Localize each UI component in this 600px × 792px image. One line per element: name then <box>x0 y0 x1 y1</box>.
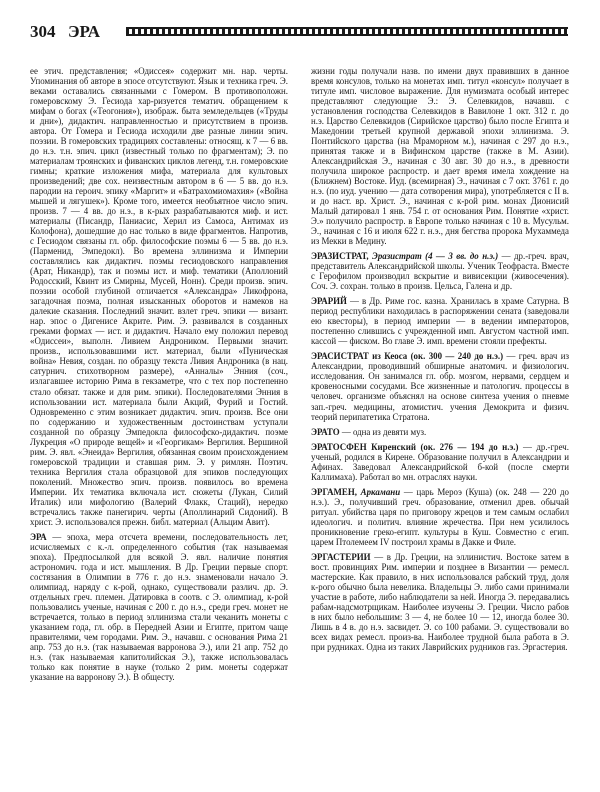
right-column <box>311 66 569 781</box>
page-number: 304 <box>30 22 56 41</box>
entry-body: — одна из девяти муз. <box>339 426 427 437</box>
running-head: ЭРА <box>68 22 101 41</box>
entry-body: — в Др. Риме гос. казна. Хранилась в храме Сатурна. В период республики находилась в распоряжении сената (заведовали ею квесторы), в период империи — в ведении императоров, постепенно слившись с учрежденной имп. Августом частной имп. кассой — фиском. Во главе Э. имп. времени стояли префекты. <box>311 296 569 347</box>
entry-headword: ЭРА <box>30 531 47 542</box>
entry-headword-variant: Эразистрат (4 — 3 вв. до н.э.) <box>368 251 499 262</box>
entry-body: — др.-греч. ученый, родился в Кирене. Образование получил в Александрии и Афинах. Заведовал Александрийской б-кой (после смерти Каллимаха). Работал во мн. отраслях науки. <box>311 441 569 482</box>
entry-headword: ЭРАРИЙ <box>311 296 347 307</box>
entry-body: — греч. врач из Александрии, проводивший обширные анатомич. и физиологич. исследования. Он занимался гл. обр. мозгом, нервами, сердцем и кровеносными сосудами. Все жизненные и патологич. процессы в человеч. организме объяснял на основе синтеза учения о пневме зап.-греч. медицины, атомистич. учения Демокрита и физич. теорий перипатетика Стратона. <box>311 351 569 422</box>
entry-ergamen <box>311 487 569 547</box>
entry-body: — в Др. Греции, на эллинистич. Востоке затем в вост. провинциях Рим. империи и позднее в Византии — ремесл. мастерские. Как правило, в них использовался рабский труд, доля к-рого обычно была невелика. Владельцы Э. либо сами принимали участие в работе, либо наблюдатели за ней. Иногда Э. передавались рабам-надсмотрщикам. Наиболее изучены Э. Греции. Число рабов в них было небольшим: 3 — 4, не более 10 — 12, иногда более 30. Лишь в 4 в. до н.э. засвидет. Э. со 100 рабами. Э. существовали во всех видах ремесл. произ-ва. Наиболее трудной была работа в Э. при рудниках. Одна из таких Лаврийских рудников газ. Эргастерия. <box>311 551 569 652</box>
entry-headword: ЭРГАМЕН, <box>311 486 357 497</box>
entry-headword: ЭРАТОСФЕН Киренский (ок. 276 — 194 до н.э.) <box>311 441 519 452</box>
entry-erasistrat <box>311 351 569 421</box>
header-ornament <box>126 27 568 36</box>
entry-erarii <box>311 296 569 346</box>
page-header <box>30 22 568 44</box>
entry-erato <box>311 427 569 437</box>
entry-body: — эпоха, мера отсчета времени, последовательность лет, исчисляемых с к.-л. определенного события (так называемая эпоха). Предпосылкой для всякой Э. явл. наличие понятия астрономич. года и ист. мышления. В Др. Греции первые спорт. состязания в Олимпии в 776 г. до н.э. знаменовали начало Э. олимпиад, наряду с к-рой, однако, существовали различ. др. Э. отдельных греч. племен. Датировка в соотв. с Э. олимпиад, к-рой пользовались ученые, начиная с 200 г. до н.э., среди греч. монет не встречается, только в период эллинизма стали чеканить монеты с указанием года, гл. обр. в Передней Азии и Египте, притом чаще правителями, чем городами. Рим. Э., начавш. с основания Рима 21 апр. 753 до н.э. (так называемая варронова Э.), или 21 апр. 752 до н.э. (так называемая капитолийская Э.), также использовалась только как понятие в науке (только 2 рим. монеты содержат указание на варронову Э.). В общесту. <box>30 531 288 682</box>
entry-headword: ЭРАЗИСТРАТ, <box>311 251 369 262</box>
era-article-continuation: жизни годы получали назв. по имени двух правивших в данное время консулов, только на монетах имп. титул «консул» получает в титуле имп. числовое выражение. Для нумизмата особый интерес представляют следующие Э.: Э. Селевкидов, начавш. с установления господства Селевкидов в Вавилоне 1 окт. 312 г. до н.э. Царство Селевкидов (Сирийское царство) было после Египта и Македонии третьей крупной державой эпохи эллинизма. Э. Понтийского царства (на Мраморном м.), начиная с 297 до н.э., принятая также и в Вифинском царстве (также в М. Азии). Александрийская Э., начиная с 30 авг. 30 до н.э., в древности получила широкое распростр. и дает время имела хождение на (Ближнем) Востоке. Иуд. (всемирная) Э., начиная с 7 окт. 3761 г. до н.э. (по иуд. учению — дата сотворения мира), употребляется с II в. и до наст. вр. Христ. Э., начиная с к-рой рим. монах Дионисий Малый датировал 1 янв. 754 г. от основания Рим. Понятие «христ. Э.» получило распростр. в Европе только начиная с 10 в. Мусульм. Э., начиная с 16 и июля 622 г. н.э., дня бегства пророка Мухаммеда из Мекки в Медину. <box>311 66 569 247</box>
entry-headword: ЭРГАСТЕРИИ <box>311 551 371 562</box>
epic-article-continuation: ее этич. представления; «Одиссея» содержит мн. нар. черты. Упоминания об авторе в эпосе отсутствуют. Язык и техника греч. Э. веками оставались связанными с Гомером. В противоположн. гомеровскому Э. Гесиода хар-ризуется тематич. обращением к мифам о богах («Теогония»), изображ. быта земледельцев («Труды и дни»), дидактич. направленностью и присутствием в произв. автора. От Гомера и Гесиода исходили две разные линии эпич. поэзии. В гомеровских традициях составлены: относящ. к 7 — 6 вв. до н.э. т.н. эпич. цикл (известный только по фрагментам); Э. по материалам троянских и фиванских циклов легенд, т.н. гомеровские гимны; краткие изложения мифа, материала для культовых произведений; две сох. неизвестным автором в 6 — 5 вв. до н.э. пародии на героич. эпику «Маргит» и «Батрахомиомахия» («Война мышей и лягушек»). Кроме того, имеется необъятное число эпич. произв. 7 — 4 вв. до н.э., в к-рых разрабатываются миф. и ист. материалы (Писандр, Паниасис, Херил из Самоса, Антимах из Колофона), дошедшие до нас только в виде фрагментов. Напротив, с Гесиодом связаны гл. обр. философские поэмы 6 — 5 вв. до н.э. (Парменид, Эмпедокл). Во времена эллинизма и Империи составлялись как дидактич. поэмы гесиодовского направления (Арат, Никандр), так и поэмы ист. и миф. тематики (Аполлоний Родосский, Квинт из Смирны, Мусей, Нонн). Среди произв. эпич. поэзии особой глубиной отличается «Александра» Ликофрона, загадочная поэма, полная изысканных оборотов и намеков на далекие сказания. Последний значит. взлет греч. эпики — визант. нар. эпос о Дигенисе Акрите. Рим. Э. развивался в созданных греками формах — ист. и дидактич. Начало ему положил перевод «Одиссеи», выполн. Ливием Андроником. Первыми значит. произв., использовавшими ист. материал, были «Пуническая война» Невия, создан. по образцу текста Ливия Андроника (в нац. сатурнич. стихотворном размере), «Анналы» Энния (соч., излагавшее историю Рима в гекзаметре, что с тех пор постепенно стало обязат. также и для рим. эпики). Последователями Энния в использовании ист. материала были Акций, Фурий и Гостий. Одновременно с этим возникает дидактич. эпич. произв. Все они по содержанию и художественным достоинствам уступали созданной по образцу Эмпедокла философско-дидактич. поэме Лукреция «О природе вещей» и «Георгикам» Вергилия. Вершиной рим. Э. явл. «Энеида» Вергилия, обязанная своим происхождением гомеровской традиции и ставшая рим. Э. у римлян. Поэтич. техника Вергилия стала образцовой для эпиков последующих поколений. Множество эпич. произв. появилось во времена Империи. Их тематика включала ист. сюжеты (Лукан, Силий Италик) или мифологию (Валерий Флакк, Стаций), нередко встречались также панегирич. черты (Аполлинарий Сидоний). В христ. Э. использовался прежн. библ. материал (Альцим Авит). <box>30 66 288 527</box>
entry-body: — царь Мероэ (Куша) (ок. 248 — 220 до н.э.). Э., получивший греч. образование, отменил древ. обычай ритуал. убийства царя по приговору жрецов и тем самым ослабил идеологич. и политич. влияние жречества. При нем усилилось проникновение греко-египт. культуры в Куш. Совместно с егип. царем Птолемеем IV построил храмы в Дакке и Филе. <box>311 486 569 547</box>
left-column <box>30 66 288 781</box>
entry-headword: ЭРАСИСТРАТ из Кеоса (ок. 300 — 240 до н.э.) <box>311 351 504 362</box>
entry-era <box>30 532 288 682</box>
entry-erazistrat <box>311 251 569 291</box>
entry-body: — др.-греч. врач, представитель Александрийской школы. Ученик Теофраста. Вместе с Герофилом производил вскрытие и вивисекции (живосечения). Соч. Э. сохран. только в произв. Цельса, Галена и др. <box>311 251 569 292</box>
entry-ergasterii <box>311 552 569 652</box>
entry-headword-variant: Аркамани <box>356 486 401 497</box>
entry-headword: ЭРАТО <box>311 426 340 437</box>
entry-eratosfen <box>311 442 569 482</box>
